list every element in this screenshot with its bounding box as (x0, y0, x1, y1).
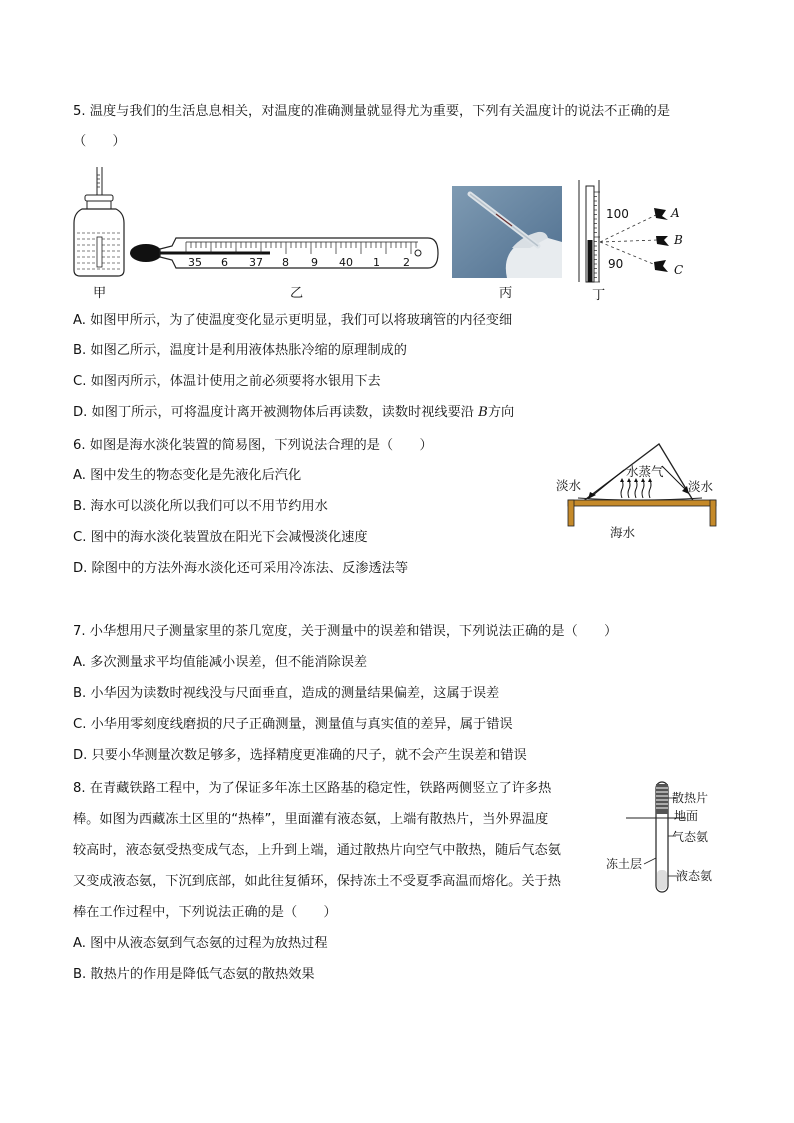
q5-stem-line1: 5. 温度与我们的生活息息相关，对温度的准确测量就显得尤为重要，下列有关温度计的说法不正确的是 (73, 104, 671, 119)
label-ground: 地面 (674, 809, 699, 823)
q8-stem-line4: 又变成液态氨，下沉到底部，如此往复循环，保持冻土不受夏季高温而熔化。关于热 (73, 874, 561, 889)
q5-option-d-letter: B (478, 405, 488, 420)
ding-scale-bottom: 90 (608, 257, 624, 271)
q7-option-c: C. 小华用零刻度线磨损的尺子正确测量，测量值与真实值的差异，属于错误 (73, 717, 513, 732)
label-water-vapor: 水蒸气 (626, 464, 664, 479)
figure-label-bing: 丙 (499, 286, 513, 301)
label-fresh-water-right: 淡水 (688, 479, 714, 494)
q5-option-d-text: D. 如图丁所示，可将温度计离开被测物体后再读数，读数时视线要沿 (73, 405, 479, 420)
view-label-a: A (671, 206, 680, 220)
label-frozen-soil: 冻土层 (606, 857, 643, 871)
q8-stem-line2: 棒。如图为西藏冻土区里的“热棒”，里面灌有液态氨，上端有散热片，当外界温度 (73, 812, 549, 827)
label-fresh-water-left: 淡水 (556, 478, 582, 493)
figure-jia-flask (68, 165, 130, 305)
q8-option-b: B. 散热片的作用是降低气态氨的散热效果 (73, 967, 315, 982)
label-liquid-ammonia: 液态氨 (676, 869, 713, 883)
q8-option-a: A. 图中从液态氨到气态氨的过程为放热过程 (73, 936, 328, 951)
ding-scale-top: 100 (606, 207, 629, 221)
q5-option-d-tail: 方向 (487, 405, 515, 420)
q5-option-a: A. 如图甲所示，为了使温度变化显示更明显，我们可以将玻璃管的内径变细 (73, 313, 513, 328)
q7-stem: 7. 小华想用尺子测量家里的茶几宽度，关于测量中的误差和错误，下列说法正确的是（ ） (73, 624, 618, 639)
tick-label: 8 (282, 256, 289, 269)
q8-stem-line5: 棒在工作过程中，下列说法正确的是（ ） (73, 905, 337, 920)
q5-option-d (73, 404, 514, 422)
figure-bing-photo (452, 186, 562, 278)
tick-label: 40 (339, 256, 353, 269)
q7-option-b: B. 小华因为读数时视线没与尺面垂直，造成的测量结果偏差，这属于误差 (73, 686, 500, 701)
q6-stem: 6. 如图是海水淡化装置的简易图，下列说法合理的是（ ） (73, 438, 433, 453)
label-gas-ammonia: 气态氨 (672, 830, 709, 844)
q7-option-d: D. 只要小华测量次数足够多，选择精度更准确的尺子，就不会产生误差和错误 (73, 748, 527, 763)
tick-label: 37 (249, 256, 263, 269)
tick-label: 6 (221, 256, 228, 269)
view-label-c: C (674, 263, 684, 277)
figure-ding-reading (574, 178, 694, 286)
q6-option-d: D. 除图中的方法外海水淡化还可采用冷冻法、反渗透法等 (73, 561, 409, 576)
label-sea-water: 海水 (610, 525, 636, 540)
tick-label: 2 (403, 256, 410, 269)
q5-option-c: C. 如图丙所示，体温计使用之前必须要将水银用下去 (73, 374, 381, 389)
q7-option-a: A. 多次测量求平均值能减小误差，但不能消除误差 (73, 655, 368, 670)
label-fins: 散热片 (672, 791, 709, 805)
q8-stem-line3: 较高时，液态氨受热变成气态，上升到上端，通过散热片向空气中散热，随后气态氨 (73, 843, 561, 858)
q8-stem-line1: 8. 在青藏铁路工程中，为了保证多年冻土区路基的稳定性，铁路两侧竖立了许多热 (73, 781, 552, 796)
figure-label-ding: 丁 (592, 288, 606, 303)
q5-answer-bracket: （ ） (73, 134, 126, 149)
q5-option-b: B. 如图乙所示，温度计是利用液体热胀冷缩的原理制成的 (73, 343, 407, 358)
figure-label-jia: 甲 (93, 286, 107, 301)
figure-label-yi: 乙 (290, 286, 304, 301)
figure-yi-thermometer (128, 232, 440, 278)
tick-label: 1 (373, 256, 380, 269)
tick-label: 35 (188, 256, 202, 269)
q6-option-b: B. 海水可以淡化所以我们可以不用节约用水 (73, 499, 328, 514)
q6-option-a: A. 图中发生的物态变化是先液化后汽化 (73, 468, 302, 483)
figure-desalination (554, 440, 726, 544)
view-label-b: B (674, 233, 683, 247)
q6-option-c: C. 图中的海水淡化装置放在阳光下会减慢淡化速度 (73, 530, 368, 545)
tick-label: 9 (311, 256, 318, 269)
figure-heat-pipe (606, 778, 726, 898)
